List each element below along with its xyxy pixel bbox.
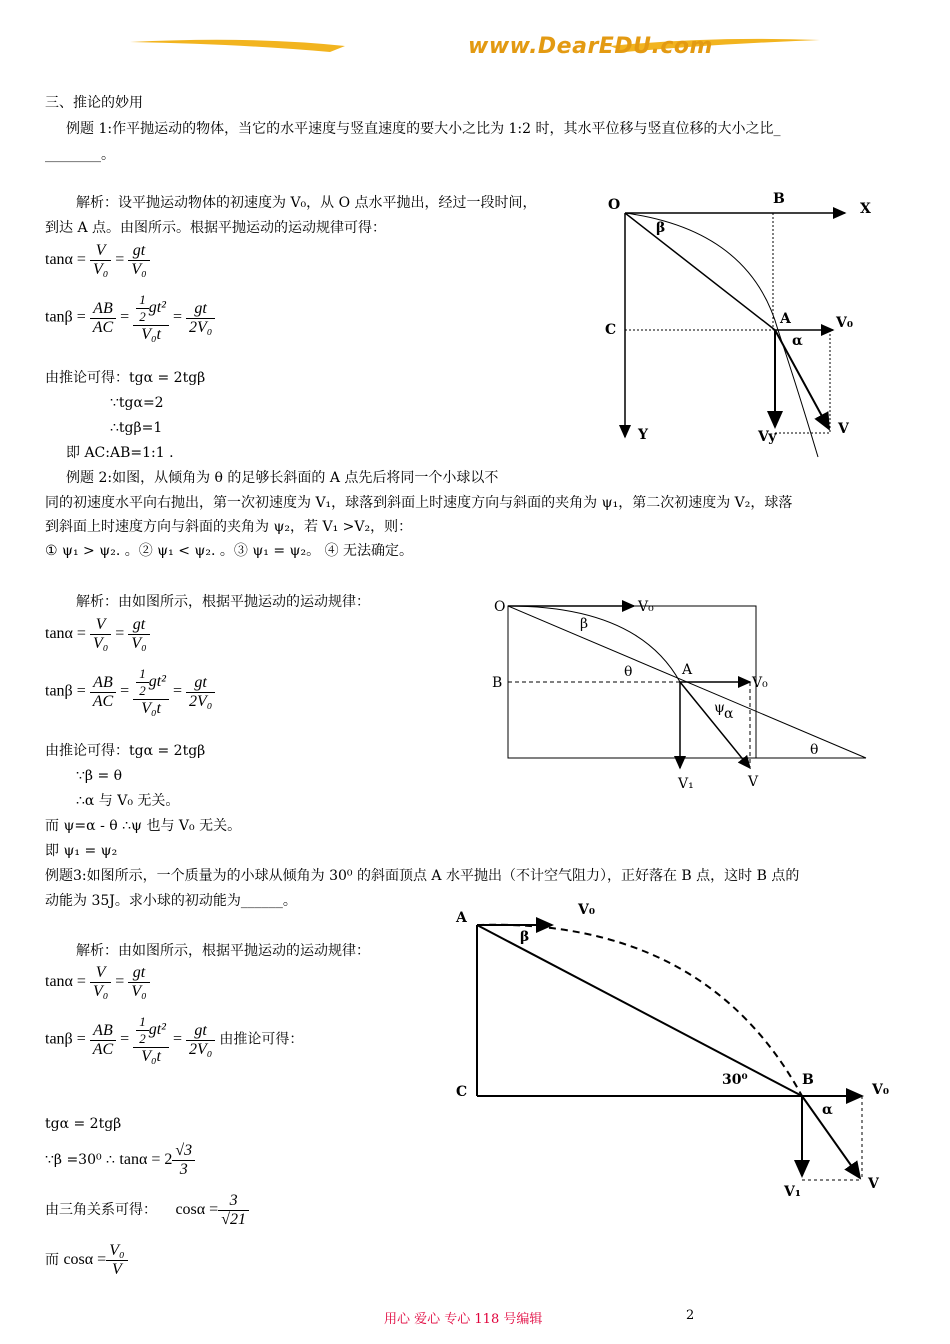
ex2-result-3: ∴α 与 V₀ 无关。 bbox=[76, 793, 180, 809]
fig1-label-o: O bbox=[608, 197, 621, 213]
ex2-formula-tan-alpha: tanα = $\frac{V}{\text{V₀}}$ = $\frac{gt}{\text{V₀}}$ bbox=[45, 616, 150, 653]
ex1-formula-tan-alpha: tanα = $\frac{V}{\text{V₀}}$ = $\frac{gt}{\text{V₀}}$ bbox=[45, 242, 150, 279]
fig1-label-alpha: α bbox=[792, 333, 803, 349]
fig3-label-v1: V₁ bbox=[784, 1184, 801, 1200]
ex2-answer-1: 解析：由如图所示，根据平抛运动的运动规律： bbox=[76, 594, 370, 610]
fig1-label-b: B bbox=[773, 191, 785, 207]
ex2-options: ① ψ₁ > ψ₂. 。② ψ₁ < ψ₂. 。③ ψ₁ = ψ₂。 ④ 无法确定。 bbox=[45, 543, 414, 559]
site-url: www.DearEDU.com bbox=[468, 34, 713, 59]
fig2-label-b: B bbox=[492, 675, 503, 691]
fig2-label-v0: V₀ bbox=[638, 599, 654, 615]
fig2-label-theta2: θ bbox=[810, 742, 819, 758]
ex1-result-4: 即 AC:AB=1:1 . bbox=[66, 445, 174, 461]
ex3-answer-1: 解析：由如图所示，根据平抛运动的运动规律： bbox=[76, 943, 370, 959]
fig3-label-beta: β bbox=[520, 929, 530, 945]
fig2-label-beta: β bbox=[580, 616, 589, 632]
fig2-label-psi: ψ bbox=[714, 700, 725, 716]
fig1-label-v0: V₀ bbox=[836, 315, 853, 331]
fig3-label-v0: V₀ bbox=[578, 902, 595, 918]
fig3-label-angle: 30⁰ bbox=[722, 1072, 748, 1088]
ex3-formula-tan-beta: tanβ = $\frac{AB}{AC}$ = $\frac{1}{2}$ gt² V₀t = $\frac{gt}{\text{2V₀}}$ 由推论可得： bbox=[45, 1014, 304, 1065]
fig2-label-v0b: V₀ bbox=[752, 675, 768, 691]
ex2-result-1: 由推论可得：tgα = 2tgβ bbox=[45, 743, 206, 759]
ex2-formula-tan-beta: tanβ = $\frac{AB}{AC}$ = $\frac{1}{2}$ gt² V₀t = $\frac{gt}{\text{2V₀}}$ bbox=[45, 666, 215, 718]
fig1-label-c: C bbox=[605, 322, 617, 338]
figure-2 bbox=[488, 592, 873, 797]
ex3-result-4: 而 cosα = $\frac{\text{V₀}}{V}$ bbox=[45, 1242, 128, 1279]
fig3-label-c: C bbox=[456, 1084, 468, 1100]
site-logo bbox=[130, 28, 820, 68]
fig1-label-x: X bbox=[860, 201, 871, 217]
ex1-answer-2: 到达 A 点。由图所示。根据平抛运动的运动规律可得： bbox=[45, 220, 387, 236]
fig3-label-alpha: α bbox=[822, 1102, 833, 1118]
ex2-question-1: 例题 2:如图，从倾角为 θ 的足够长斜面的 A 点先后将同一个小球以不 bbox=[66, 470, 499, 486]
ex2-question-3: 到斜面上时速度方向与斜面的夹角为 ψ₂，若 V₁ >V₂，则： bbox=[45, 519, 413, 535]
ex1-result-3: ∴tgβ=1 bbox=[110, 420, 163, 436]
footer-text: 用心 爱心 专心 118 号编辑 bbox=[384, 1312, 543, 1327]
ex3-result-1: tgα = 2tgβ bbox=[45, 1116, 122, 1132]
ex2-question-2: 同的初速度水平向右抛出，第一次初速度为 V₁，球落到斜面上时速度方向与斜面的夹角为 ψ₁，第二次初速度为 V₂，球落 bbox=[45, 495, 793, 511]
ex1-question-1: 例题 1:作平抛运动的物体，当它的水平速度与竖直速度的要大小之比为 1:2 时，其水平位移与竖直位移的大小之比_ bbox=[66, 121, 781, 137]
ex3-formula-tan-alpha: tanα = $\frac{V}{\text{V₀}}$ = $\frac{gt}{\text{V₀}}$ bbox=[45, 964, 150, 1001]
fig1-label-a: A bbox=[780, 311, 791, 327]
ex3-result-3: 由三角关系可得： cosα = $\frac{3}{√21}$ bbox=[45, 1192, 249, 1229]
fig3-label-b: B bbox=[802, 1072, 814, 1088]
fig2-label-v: V bbox=[748, 774, 759, 790]
ex1-result-1: 由推论可得：tgα = 2tgβ bbox=[45, 370, 206, 386]
section-title: 三、推论的妙用 bbox=[45, 95, 143, 111]
ex2-result-4: 而 ψ=α - θ ∴ψ 也与 V₀ 无关。 bbox=[45, 818, 242, 834]
figure-3 bbox=[450, 898, 900, 1208]
fig3-label-v0b: V₀ bbox=[872, 1082, 889, 1098]
fig2-label-o: O bbox=[494, 599, 506, 615]
fig3-label-v: V bbox=[868, 1176, 879, 1192]
fig2-label-v1: V₁ bbox=[678, 776, 694, 792]
page-number: 2 bbox=[686, 1308, 695, 1323]
fig2-label-alpha: α bbox=[724, 706, 734, 722]
ex1-question-2: ________。 bbox=[45, 147, 115, 163]
fig3-label-a: A bbox=[456, 910, 467, 926]
ex3-question-1: 例题3:如图所示，一个质量为的小球从倾角为 30⁰ 的斜面顶点 A 水平抛出（不计空气阻力），正好落在 B 点，这时 B 点的 bbox=[45, 868, 800, 884]
ex1-answer-1: 解析：设平抛运动物体的初速度为 V₀，从 O 点水平抛出，经过一段时间， bbox=[76, 195, 537, 211]
fig1-label-vy: Vy bbox=[758, 429, 777, 445]
ex1-formula-tan-beta: tanβ = $\frac{AB}{AC}$ = $\frac{1}{2}$ gt² V₀t = $\frac{gt}{\text{2V₀}}$ bbox=[45, 292, 215, 344]
fig2-label-a: A bbox=[682, 662, 693, 678]
ex2-result-5: 即 ψ₁ = ψ₂ bbox=[45, 843, 118, 859]
fig1-label-v: V bbox=[838, 421, 849, 437]
ex3-question-2: 动能为 35J。求小球的初动能为______。 bbox=[45, 893, 297, 909]
fig2-label-theta: θ bbox=[624, 664, 633, 680]
fig1-label-beta: β bbox=[656, 220, 666, 236]
figure-1 bbox=[600, 185, 890, 465]
ex2-result-2: ∵β = θ bbox=[76, 768, 123, 784]
ex1-result-2: ∵tgα=2 bbox=[110, 395, 164, 411]
fig1-label-y: Y bbox=[638, 427, 648, 443]
ex3-result-2: ∵β =30⁰ ∴ tanα = 2 $\frac{√3}{3}$ bbox=[45, 1142, 195, 1179]
